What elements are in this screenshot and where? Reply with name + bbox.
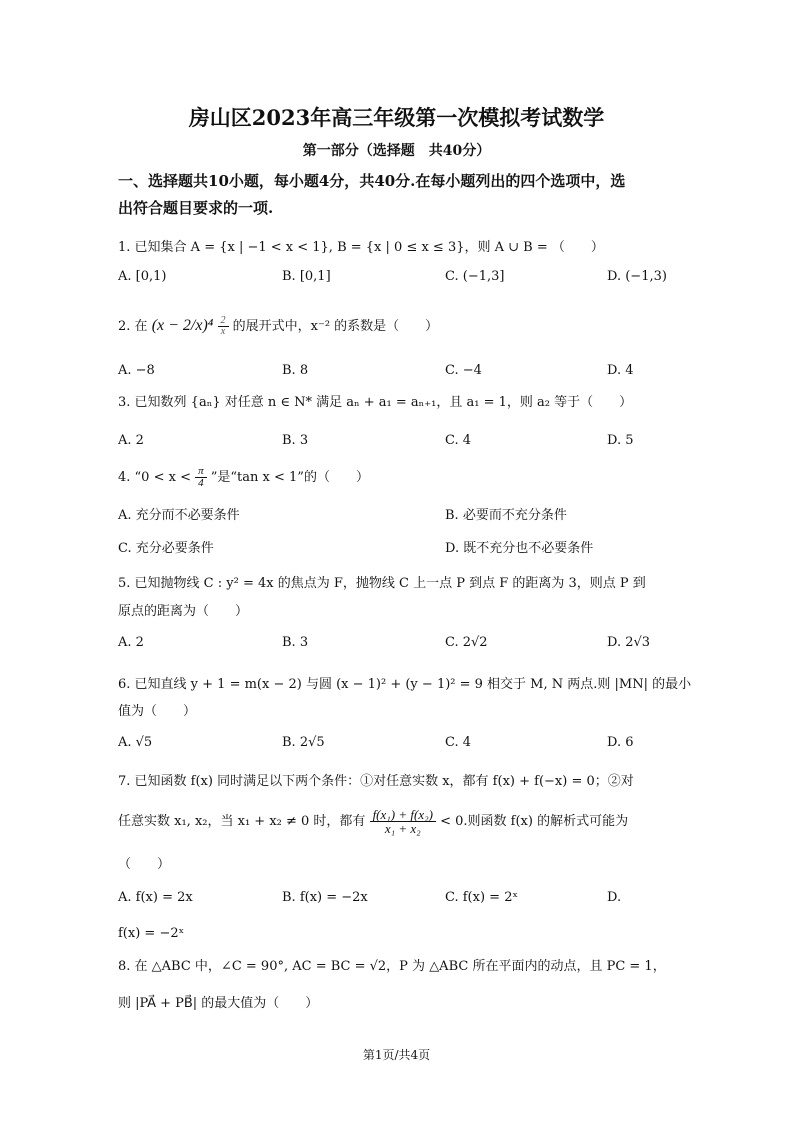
question-7-blank: （ ）: [118, 857, 171, 872]
page-footer: 第1页/共4页: [362, 1048, 431, 1062]
q6-option-d: D. 6: [607, 735, 634, 750]
q6-option-c: C. 4: [445, 735, 472, 750]
q5-option-a: A. 2: [118, 635, 144, 650]
section-instructions-cont: 出符合题目要求的一项.: [118, 199, 274, 217]
q7-fraction: $\frac{\text{f(x₁) + f(x₂)}}{\text{x₁ + x₂}}$: [370, 808, 436, 835]
q7-option-d: D.: [607, 890, 622, 905]
q3-option-b: B. 3: [282, 433, 309, 448]
q6-option-a: A. √5: [118, 735, 153, 750]
question-8-stem: 8. 在 △ABC 中，∠C = 90°, AC = BC = √2，P 为 △ABC 所在平面内的动点，且 PC = 1，: [118, 959, 666, 974]
q2-option-c: C. −4: [445, 363, 482, 378]
question-5-stem-cont: 原点的距离为（ ）: [118, 604, 249, 619]
q1-option-b: B. [0,1]: [282, 269, 331, 284]
question-5-stem: 5. 已知抛物线 C : y² = 4x 的焦点为 F，抛物线 C 上一点 P 到点 F 的距离为 3，则点 P 到: [118, 576, 646, 591]
q4-fraction: $\frac{\pi}{4}$: [195, 466, 207, 489]
q2-stem-suffix: 的展开式中，x⁻² 的系数是（ ）: [232, 319, 439, 334]
q2-option-a: A. −8: [118, 363, 155, 378]
q5-option-b: B. 3: [282, 635, 309, 650]
question-1-stem: 1. 已知集合 A = {x | −1 < x < 1}, B = {x | 0 ≤ x ≤ 3}，则 A ∪ B = （ ）: [118, 240, 604, 255]
q3-option-a: A. 2: [118, 433, 144, 448]
question-7-stem-cont: 任意实数 x₁, x₂，当 x₁ + x₂ ≠ 0 时，都有 $\frac{\text{f(x₁) + f(x₂)}}{\text{x₁ + x₂}}$ < 0.则函数 f(x) 的解析式可能为: [118, 807, 629, 836]
q1-option-a: A. [0,1): [118, 269, 167, 284]
q1-option-c: C. (−1,3]: [445, 269, 505, 284]
question-3-stem: 3. 已知数列 {aₙ} 对任意 n ∈ N* 满足 aₙ + a₁ = aₙ₊₁，且 a₁ = 1，则 a₂ 等于（ ）: [118, 395, 633, 410]
q7-option-d-expression: f(x) = −2ˣ: [118, 926, 185, 941]
q4-option-c: C. 充分必要条件: [118, 541, 214, 556]
q4-option-b: B. 必要而不充分条件: [445, 508, 567, 523]
question-4-stem: 4. “0 < x < $\frac{\pi}{4}$ ”是“tan x < 1”的（ ）: [118, 465, 369, 489]
q2-option-b: B. 8: [282, 363, 309, 378]
question-6-stem-cont: 值为（ ）: [118, 704, 197, 719]
q2-stem-prefix: 2. 在: [118, 319, 148, 334]
q7-option-a: A. f(x) = 2x: [118, 890, 193, 905]
part-heading: 第一部分（选择题 共40分）: [302, 143, 491, 159]
q4-option-a: A. 充分而不必要条件: [118, 508, 240, 523]
q2-option-d: D. 4: [607, 363, 634, 378]
exam-title: 房山区2023年高三年级第一次模拟考试数学: [188, 105, 605, 130]
question-6-stem: 6. 已知直线 y + 1 = m(x − 2) 与圆 (x − 1)² + (y − 1)² = 9 相交于 M, N 两点.则 |MN| 的最小: [118, 677, 692, 692]
q2-binomial-expression: (x − 2/x)⁴: [151, 317, 214, 334]
q2-fraction: $\frac{2}{x}$: [218, 316, 229, 337]
q5-option-c: C. 2√2: [445, 635, 488, 650]
q3-option-d: D. 5: [607, 433, 634, 448]
question-8-stem-cont: 则 |PA⃗ + PB⃗| 的最大值为（ ）: [118, 996, 319, 1011]
q5-option-d: D. 2√3: [607, 635, 651, 650]
q7-option-c: C. f(x) = 2ˣ: [445, 890, 518, 905]
question-7-stem: 7. 已知函数 f(x) 同时满足以下两个条件：①对任意实数 x，都有 f(x) + f(−x) = 0；②对: [118, 774, 634, 789]
q7-option-b: B. f(x) = −2x: [282, 890, 368, 905]
section-instructions: 一、选择题共10小题，每小题4分，共40分.在每小题列出的四个选项中，选: [118, 172, 626, 190]
q6-option-b: B. 2√5: [282, 735, 325, 750]
q1-option-d: D. (−1,3): [607, 269, 667, 284]
question-2-stem: [118, 316, 438, 337]
q3-option-c: C. 4: [445, 433, 472, 448]
q4-option-d: D. 既不充分也不必要条件: [445, 541, 594, 556]
